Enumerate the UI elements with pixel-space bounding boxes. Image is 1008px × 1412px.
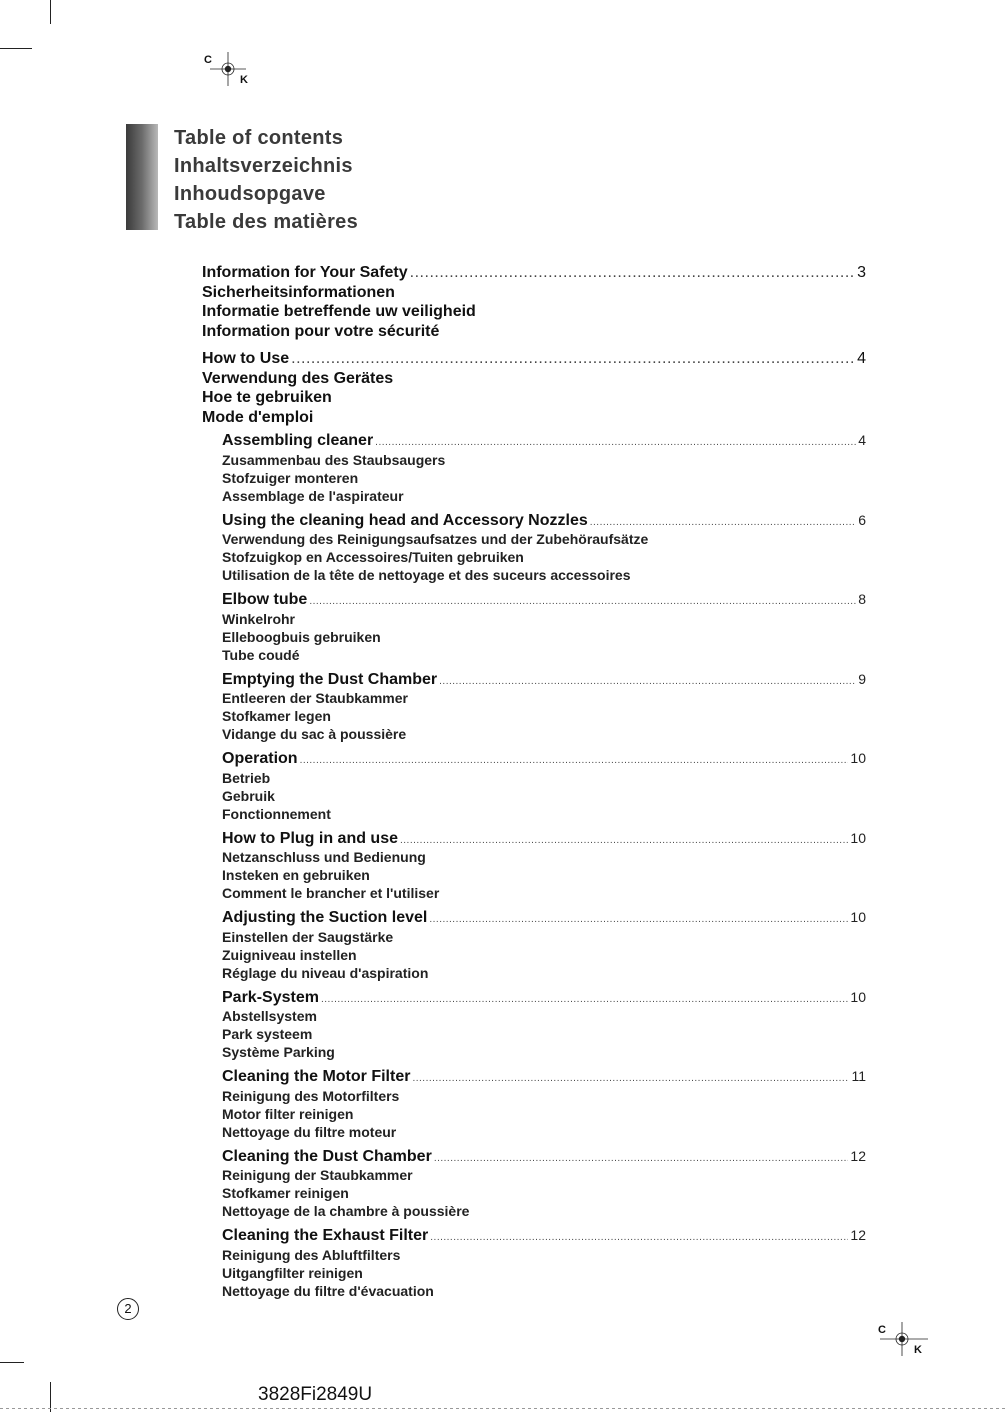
toc-entry-row xyxy=(202,263,866,283)
dot-leader xyxy=(400,835,848,846)
toc-subentry-title: Emptying the Dust Chamber xyxy=(222,670,438,688)
toc-subentry-row xyxy=(222,829,866,849)
header-gradient-bar xyxy=(126,124,158,230)
toc-entry-row xyxy=(202,349,866,369)
crop-mark-top-left-horizontal xyxy=(0,48,32,49)
registration-mark-bottom xyxy=(876,1322,936,1362)
toc-subentry-translation: Elleboogbuis gebruiken xyxy=(222,628,381,645)
toc-subentry-row xyxy=(222,749,866,769)
toc-subentry-translation: Nettoyage de la chambre à poussière xyxy=(222,1203,470,1219)
registration-c-label: C xyxy=(878,1324,886,1336)
toc-subentry-translation: Motor filter reinigen xyxy=(222,1105,354,1122)
toc-subentry-translation: Winkelrohr xyxy=(222,610,295,627)
toc-subentry-translation: Réglage du niveau d'aspiration xyxy=(222,964,429,981)
toc-subentry-translation: Reinigung der Staubkammer xyxy=(222,1167,413,1183)
toc-subentry-row xyxy=(222,590,866,610)
dot-leader xyxy=(291,350,855,368)
toc-subentry-translation: Einstellen der Saugstärke xyxy=(222,928,394,945)
toc-subsection-list xyxy=(222,431,866,1300)
toc-subentry-title: Adjusting the Suction level xyxy=(222,909,428,926)
toc-subentry-translation: Comment le brancher et l'utiliser xyxy=(222,885,440,901)
toc-subentry-row xyxy=(222,1226,866,1246)
toc-subsection xyxy=(222,988,866,1062)
toc-subentry-translation: Stofkamer reinigen xyxy=(222,1185,349,1201)
toc-subentry-title: Park-System xyxy=(222,988,319,1006)
page-title-nl: Inhoudsopgave xyxy=(174,183,326,205)
dot-leader xyxy=(434,1153,849,1164)
toc-subentry-title: Cleaning the Motor Filter xyxy=(222,1068,411,1085)
toc-subsection xyxy=(222,511,866,585)
toc-entry-translation: Verwendung des Gerätes xyxy=(202,369,394,387)
bottom-dotted-rule xyxy=(0,1408,1008,1409)
toc-subsection xyxy=(222,749,866,823)
toc-subsection xyxy=(222,1147,866,1221)
dot-leader xyxy=(309,596,856,607)
toc-subentry-row xyxy=(222,988,866,1008)
toc-page-number: 3 xyxy=(857,264,866,281)
toc-subentry-translation: Reinigung des Motorfilters xyxy=(222,1087,400,1104)
toc-entry-title: How to Use xyxy=(202,350,290,367)
registration-mark-top xyxy=(200,52,260,92)
dot-leader xyxy=(412,1073,849,1084)
dot-leader xyxy=(410,264,855,282)
toc-page-number: 4 xyxy=(857,350,866,367)
registration-k-label: K xyxy=(240,74,248,86)
toc-page-number: 4 xyxy=(858,432,866,448)
toc-subentry-translation: Abstellsystem xyxy=(222,1008,317,1024)
toc-page-number: 10 xyxy=(850,750,866,766)
toc-subentry-title: Using the cleaning head and Accessory Nozzles xyxy=(222,511,588,529)
toc-subsection xyxy=(222,431,866,505)
toc-entry-translation: Mode d'emploi xyxy=(202,408,314,426)
toc-subentry-translation: Système Parking xyxy=(222,1044,335,1060)
toc-subentry-translation: Nettoyage du filtre d'évacuation xyxy=(222,1282,434,1299)
toc-subsection xyxy=(222,670,866,744)
toc-subentry-translation: Assemblage de l'aspirateur xyxy=(222,487,404,504)
crop-mark-top-left-vertical xyxy=(50,0,51,24)
toc-entry-title: Information for Your Safety xyxy=(202,264,408,281)
toc-subsection xyxy=(222,829,866,903)
toc-page-number: 12 xyxy=(850,1227,866,1243)
toc-subentry-translation: Nettoyage du filtre moteur xyxy=(222,1123,397,1140)
toc-subentry-title: How to Plug in and use xyxy=(222,829,398,847)
toc-page-number: 8 xyxy=(858,591,866,607)
toc-subentry-translation: Betrieb xyxy=(222,769,271,786)
dot-leader xyxy=(300,755,849,766)
toc-subentry-translation: Stofkamer legen xyxy=(222,708,331,724)
toc-subentry-row xyxy=(222,511,866,531)
crop-mark-bottom-left-horizontal xyxy=(0,1362,24,1363)
toc-subentry-row xyxy=(222,431,866,451)
toc-subentry-translation: Gebruik xyxy=(222,787,275,804)
toc-subentry-title: Operation xyxy=(222,750,298,767)
page-title-block xyxy=(174,124,358,236)
toc-subentry-title: Elbow tube xyxy=(222,591,308,608)
dot-leader xyxy=(375,437,856,448)
toc-subentry-translation: Reinigung des Abluftfilters xyxy=(222,1246,401,1263)
toc-page-number: 10 xyxy=(850,909,866,925)
toc-subsection xyxy=(222,590,866,664)
toc-subentry-translation: Insteken en gebruiken xyxy=(222,867,370,883)
toc-entry-translation: Information pour votre sécurité xyxy=(202,322,440,340)
dot-leader xyxy=(321,994,848,1005)
toc-page-number: 10 xyxy=(850,988,866,1005)
toc-page-number: 9 xyxy=(858,670,866,687)
toc-page-number: 10 xyxy=(850,829,866,846)
toc-subentry-translation: Park systeem xyxy=(222,1026,313,1042)
registration-c-label: C xyxy=(204,54,212,66)
toc-subentry-translation: Stofzuigkop en Accessoires/Tuiten gebruiken xyxy=(222,549,524,565)
toc-subentry-translation: Entleeren der Staubkammer xyxy=(222,690,408,706)
toc-entry-translation: Hoe te gebruiken xyxy=(202,389,332,406)
toc-subentry-translation: Zuigniveau instellen xyxy=(222,946,357,963)
toc-entry-translation: Sicherheitsinformationen xyxy=(202,283,395,301)
toc-subentry-row xyxy=(222,908,866,928)
toc-subsection xyxy=(222,1226,866,1300)
page-title-de: Inhaltsverzeichnis xyxy=(174,155,353,177)
toc-subentry-translation: Vidange du sac à poussière xyxy=(222,726,407,742)
page-title-en: Table of contents xyxy=(174,127,344,149)
dot-leader xyxy=(429,914,848,925)
toc-subentry-translation: Verwendung des Reinigungsaufsatzes und der Zubehöraufsätze xyxy=(222,531,649,547)
toc-subentry-translation: Zusammenbau des Staubsaugers xyxy=(222,451,446,468)
toc-subentry-translation: Uitgangfilter reinigen xyxy=(222,1264,363,1281)
toc-subsection xyxy=(222,1067,866,1141)
toc-subentry-row xyxy=(222,1147,866,1167)
page-number: 2 xyxy=(117,1298,139,1320)
registration-k-label: K xyxy=(914,1344,922,1356)
toc-subentry-translation: Fonctionnement xyxy=(222,805,331,822)
toc-section xyxy=(202,263,866,341)
toc-subentry-translation: Stofzuiger monteren xyxy=(222,469,359,486)
toc-subentry-title: Cleaning the Exhaust Filter xyxy=(222,1227,429,1244)
toc-subentry-row xyxy=(222,670,866,690)
crosshair-icon xyxy=(880,1322,930,1362)
toc-section xyxy=(202,349,866,1300)
toc-subentry-translation: Tube coudé xyxy=(222,646,300,663)
document-code: 3828Fi2849U xyxy=(258,1384,373,1405)
dot-leader xyxy=(430,1232,848,1243)
dot-leader xyxy=(590,517,856,528)
toc-entry-translation: Informatie betreffende uw veiligheid xyxy=(202,303,476,320)
toc-subentry-title: Cleaning the Dust Chamber xyxy=(222,1147,432,1165)
toc-page-number: 6 xyxy=(858,511,866,528)
toc-subentry-title: Assembling cleaner xyxy=(222,432,374,449)
toc-page-number: 12 xyxy=(850,1147,866,1164)
toc-subentry-translation: Netzanschluss und Bedienung xyxy=(222,849,426,865)
crosshair-icon xyxy=(210,52,250,92)
dot-leader xyxy=(439,676,856,687)
toc-subentry-translation: Utilisation de la tête de nettoyage et des suceurs accessoires xyxy=(222,567,631,583)
toc-subentry-row xyxy=(222,1067,866,1087)
table-of-contents xyxy=(202,263,866,1308)
page-title-fr: Table des matières xyxy=(174,211,359,233)
toc-page-number: 11 xyxy=(851,1068,866,1084)
toc-subsection xyxy=(222,908,866,982)
